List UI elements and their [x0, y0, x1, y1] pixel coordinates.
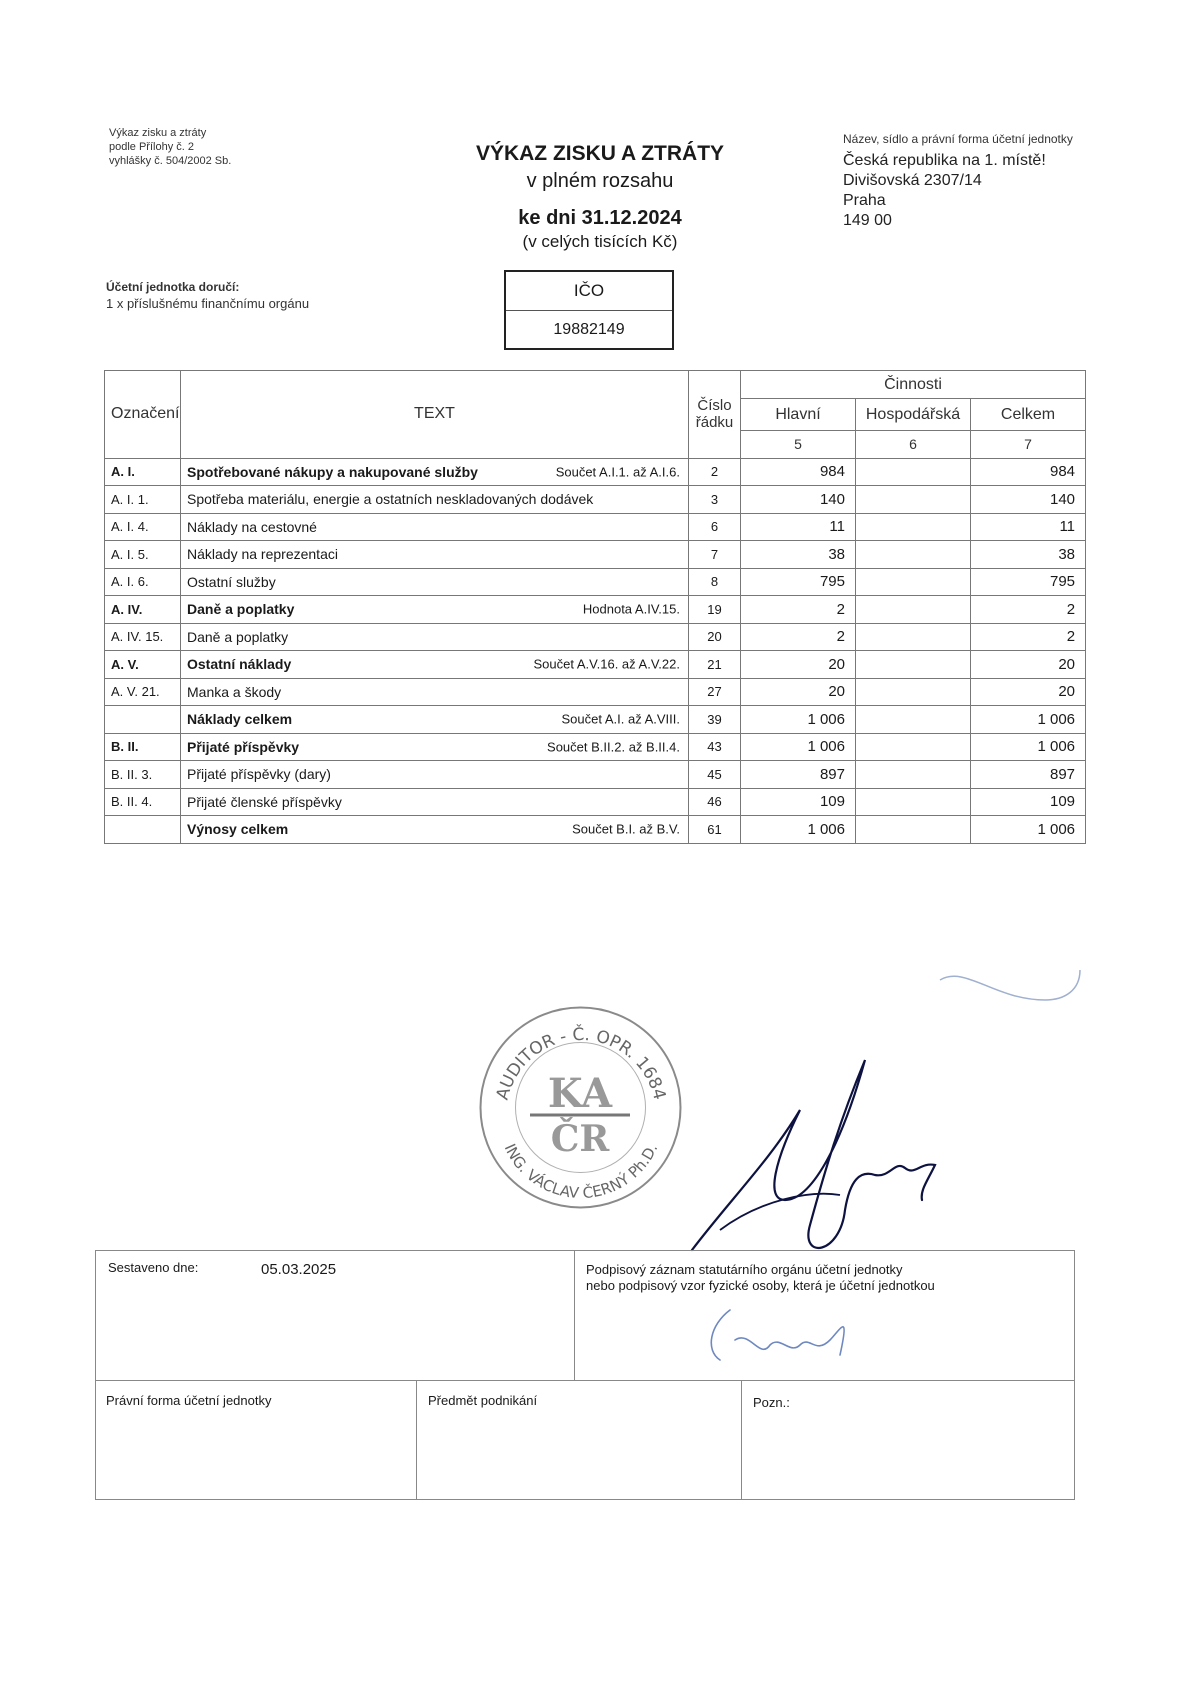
row-hlavni: 2 [741, 596, 856, 624]
row-hlavni: 1 006 [741, 706, 856, 734]
row-text: Daně a poplatky [187, 601, 295, 618]
table-row [105, 623, 1086, 651]
row-code: A. I. 4. [105, 513, 181, 541]
entity-label: Název, sídlo a právní forma účetní jednotky [843, 132, 1073, 146]
row-text-cell [181, 788, 689, 816]
row-text: Náklady celkem [187, 711, 293, 728]
signature-label-line2: nebo podpisový vzor fyzické osoby, která je účetní jednotkou [586, 1278, 935, 1293]
row-text-cell [181, 486, 689, 514]
row-celkem: 984 [971, 458, 1086, 486]
header-hlavni: Hlavní [741, 399, 856, 431]
table-row [105, 596, 1086, 624]
row-hlavni: 984 [741, 458, 856, 486]
row-code: A. I. 6. [105, 568, 181, 596]
header-celkem: Celkem [971, 399, 1086, 431]
form-note-line2: podle Přílohy č. 2 [109, 141, 194, 153]
title-block [440, 142, 760, 252]
row-line-number: 45 [689, 761, 741, 789]
row-code [105, 706, 181, 734]
signature-label [586, 1262, 935, 1294]
page-title: VÝKAZ ZISKU A ZTRÁTY [475, 142, 725, 165]
main-signature [690, 1050, 950, 1260]
row-text: Spotřebované nákupy a nakupované služby [187, 463, 478, 480]
legal-divider-2 [741, 1381, 742, 1499]
header-cinnosti: Činnosti [741, 371, 1086, 399]
row-line-number: 7 [689, 541, 741, 569]
table-row [105, 458, 1086, 486]
header-oznaceni: Označení [105, 371, 181, 459]
row-celkem: 140 [971, 486, 1086, 514]
row-celkem: 2 [971, 623, 1086, 651]
row-text-cell [181, 458, 689, 486]
row-line-number: 19 [689, 596, 741, 624]
row-note: Součet A.V.16. až A.V.22. [533, 656, 680, 672]
table-row [105, 541, 1086, 569]
row-celkem: 897 [971, 761, 1086, 789]
legal-info-row [95, 1380, 1075, 1500]
row-text: Manka a škody [187, 683, 282, 700]
row-hospodarska [856, 568, 971, 596]
row-note: Součet B.I. až B.V. [572, 821, 680, 837]
delivery-text: 1 x příslušnému finančnímu orgánu [106, 296, 310, 311]
stamp-top-textpath: AUDITOR - Č. OPR. 1684 [492, 1024, 670, 1103]
footer-divider [574, 1251, 575, 1381]
delivery-label: Účetní jednotka doručí: [106, 280, 240, 294]
row-text-cell [181, 761, 689, 789]
row-note: Součet A.I.1. až A.I.6. [555, 464, 680, 480]
header-hospodarska: Hospodářská [856, 399, 971, 431]
units-note: (v celých tisících Kč) [522, 232, 678, 251]
row-line-number: 21 [689, 651, 741, 679]
row-code: A. I. 1. [105, 486, 181, 514]
header-cislo-radku: Číslo řádku [689, 371, 741, 459]
row-hospodarska [856, 486, 971, 514]
row-hospodarska [856, 706, 971, 734]
row-text: Ostatní náklady [187, 656, 292, 673]
row-hlavni: 38 [741, 541, 856, 569]
row-celkem: 795 [971, 568, 1086, 596]
row-text: Přijaté příspěvky (dary) [187, 766, 331, 783]
row-hospodarska [856, 816, 971, 844]
entity-name: Česká republika na 1. místě! [843, 152, 1046, 169]
compiled-label: Sestaveno dne: [108, 1260, 199, 1275]
row-line-number: 27 [689, 678, 741, 706]
row-code: A. IV. 15. [105, 623, 181, 651]
row-celkem: 20 [971, 678, 1086, 706]
row-line-number: 20 [689, 623, 741, 651]
row-celkem: 1 006 [971, 706, 1086, 734]
table-row [105, 706, 1086, 734]
row-hlavni: 20 [741, 651, 856, 679]
row-hlavni: 897 [741, 761, 856, 789]
row-text-cell [181, 623, 689, 651]
table-row [105, 568, 1086, 596]
row-hlavni: 11 [741, 513, 856, 541]
row-line-number: 43 [689, 733, 741, 761]
row-text: Náklady na reprezentaci [187, 546, 338, 563]
auditor-stamp [478, 1005, 683, 1210]
note-label: Pozn.: [753, 1395, 790, 1410]
row-code: A. IV. [105, 596, 181, 624]
row-code: B. II. [105, 733, 181, 761]
row-celkem: 1 006 [971, 816, 1086, 844]
header-col6: 6 [856, 431, 971, 459]
table-row [105, 678, 1086, 706]
row-celkem: 1 006 [971, 733, 1086, 761]
form-note-line1: Výkaz zisku a ztráty [109, 127, 207, 139]
entity-city: Praha [843, 192, 886, 209]
row-code [105, 816, 181, 844]
header-text: TEXT [181, 371, 689, 459]
date-line: ke dni 31.12.2024 [518, 207, 682, 229]
row-text-cell [181, 541, 689, 569]
row-hospodarska [856, 623, 971, 651]
row-note: Součet A.I. až A.VIII. [561, 711, 680, 727]
row-text: Spotřeba materiálu, energie a ostatních neskladovaných dodávek [187, 491, 594, 508]
row-line-number: 39 [689, 706, 741, 734]
page-subtitle: v plném rozsahu [526, 170, 674, 192]
ico-value: 19882149 [553, 321, 625, 338]
row-celkem: 20 [971, 651, 1086, 679]
row-celkem: 2 [971, 596, 1086, 624]
row-hospodarska [856, 678, 971, 706]
row-code: A. V. 21. [105, 678, 181, 706]
row-hospodarska [856, 596, 971, 624]
row-text: Přijaté členské příspěvky [187, 793, 342, 810]
legal-divider-1 [416, 1381, 417, 1499]
row-text: Přijaté příspěvky [187, 738, 300, 755]
row-code: A. V. [105, 651, 181, 679]
table-row [105, 816, 1086, 844]
row-hospodarska [856, 788, 971, 816]
stamp-bottom-textpath: ING. VÁCLAV ČERNÝ Ph.D. [500, 1141, 662, 1203]
table-row [105, 513, 1086, 541]
row-text-cell [181, 651, 689, 679]
row-text-cell [181, 706, 689, 734]
row-text-cell [181, 568, 689, 596]
row-code: A. I. 5. [105, 541, 181, 569]
row-text-cell [181, 678, 689, 706]
row-code: A. I. [105, 458, 181, 486]
ico-box [504, 270, 674, 350]
compiled-date: 05.03.2025 [261, 1261, 337, 1278]
row-text-cell [181, 816, 689, 844]
row-hospodarska [856, 733, 971, 761]
entity-info [843, 132, 1083, 231]
row-hlavni: 1 006 [741, 816, 856, 844]
entity-street: Divišovská 2307/14 [843, 172, 982, 189]
row-text: Ostatní služby [187, 573, 276, 590]
row-hlavni: 20 [741, 678, 856, 706]
legal-form-label: Právní forma účetní jednotky [106, 1393, 272, 1408]
row-text-cell [181, 596, 689, 624]
row-text: Daně a poplatky [187, 628, 289, 645]
signature-label-line1: Podpisový záznam statutárního orgánu účetní jednotky [586, 1262, 903, 1277]
stamp-logo-top: KA [547, 1070, 613, 1117]
table-row [105, 486, 1086, 514]
compiled-signature-row [95, 1250, 1075, 1380]
ico-label: IČO [506, 272, 672, 311]
row-celkem: 109 [971, 788, 1086, 816]
row-hlavni: 1 006 [741, 733, 856, 761]
row-line-number: 6 [689, 513, 741, 541]
row-text: Výnosy celkem [187, 821, 289, 838]
row-hospodarska [856, 513, 971, 541]
row-text-cell [181, 513, 689, 541]
form-note-line3: vyhlášky č. 504/2002 Sb. [109, 155, 232, 167]
income-statement-table [104, 370, 1086, 844]
table-row [105, 651, 1086, 679]
row-hlavni: 140 [741, 486, 856, 514]
delivery-block [106, 280, 309, 311]
row-line-number: 8 [689, 568, 741, 596]
table-row [105, 788, 1086, 816]
row-hlavni: 109 [741, 788, 856, 816]
row-hlavni: 795 [741, 568, 856, 596]
row-line-number: 3 [689, 486, 741, 514]
row-line-number: 61 [689, 816, 741, 844]
header-col7: 7 [971, 431, 1086, 459]
row-celkem: 11 [971, 513, 1086, 541]
row-code: B. II. 3. [105, 761, 181, 789]
row-hlavni: 2 [741, 623, 856, 651]
table-row [105, 761, 1086, 789]
row-text-cell [181, 733, 689, 761]
table-row [105, 733, 1086, 761]
form-note [109, 126, 231, 168]
row-text: Náklady na cestovné [187, 518, 317, 535]
row-hospodarska [856, 541, 971, 569]
entity-zip: 149 00 [843, 212, 892, 229]
row-hospodarska [856, 651, 971, 679]
row-hospodarska [856, 761, 971, 789]
faint-scribble [935, 960, 1085, 1010]
row-code: B. II. 4. [105, 788, 181, 816]
row-note: Hodnota A.IV.15. [582, 601, 680, 617]
stamp-logo-bottom: ČR [550, 1118, 610, 1160]
row-line-number: 2 [689, 458, 741, 486]
header-col5: 5 [741, 431, 856, 459]
row-celkem: 38 [971, 541, 1086, 569]
business-label: Předmět podnikání [428, 1393, 538, 1408]
row-note: Součet B.II.2. až B.II.4. [547, 739, 680, 755]
row-line-number: 46 [689, 788, 741, 816]
row-hospodarska [856, 458, 971, 486]
